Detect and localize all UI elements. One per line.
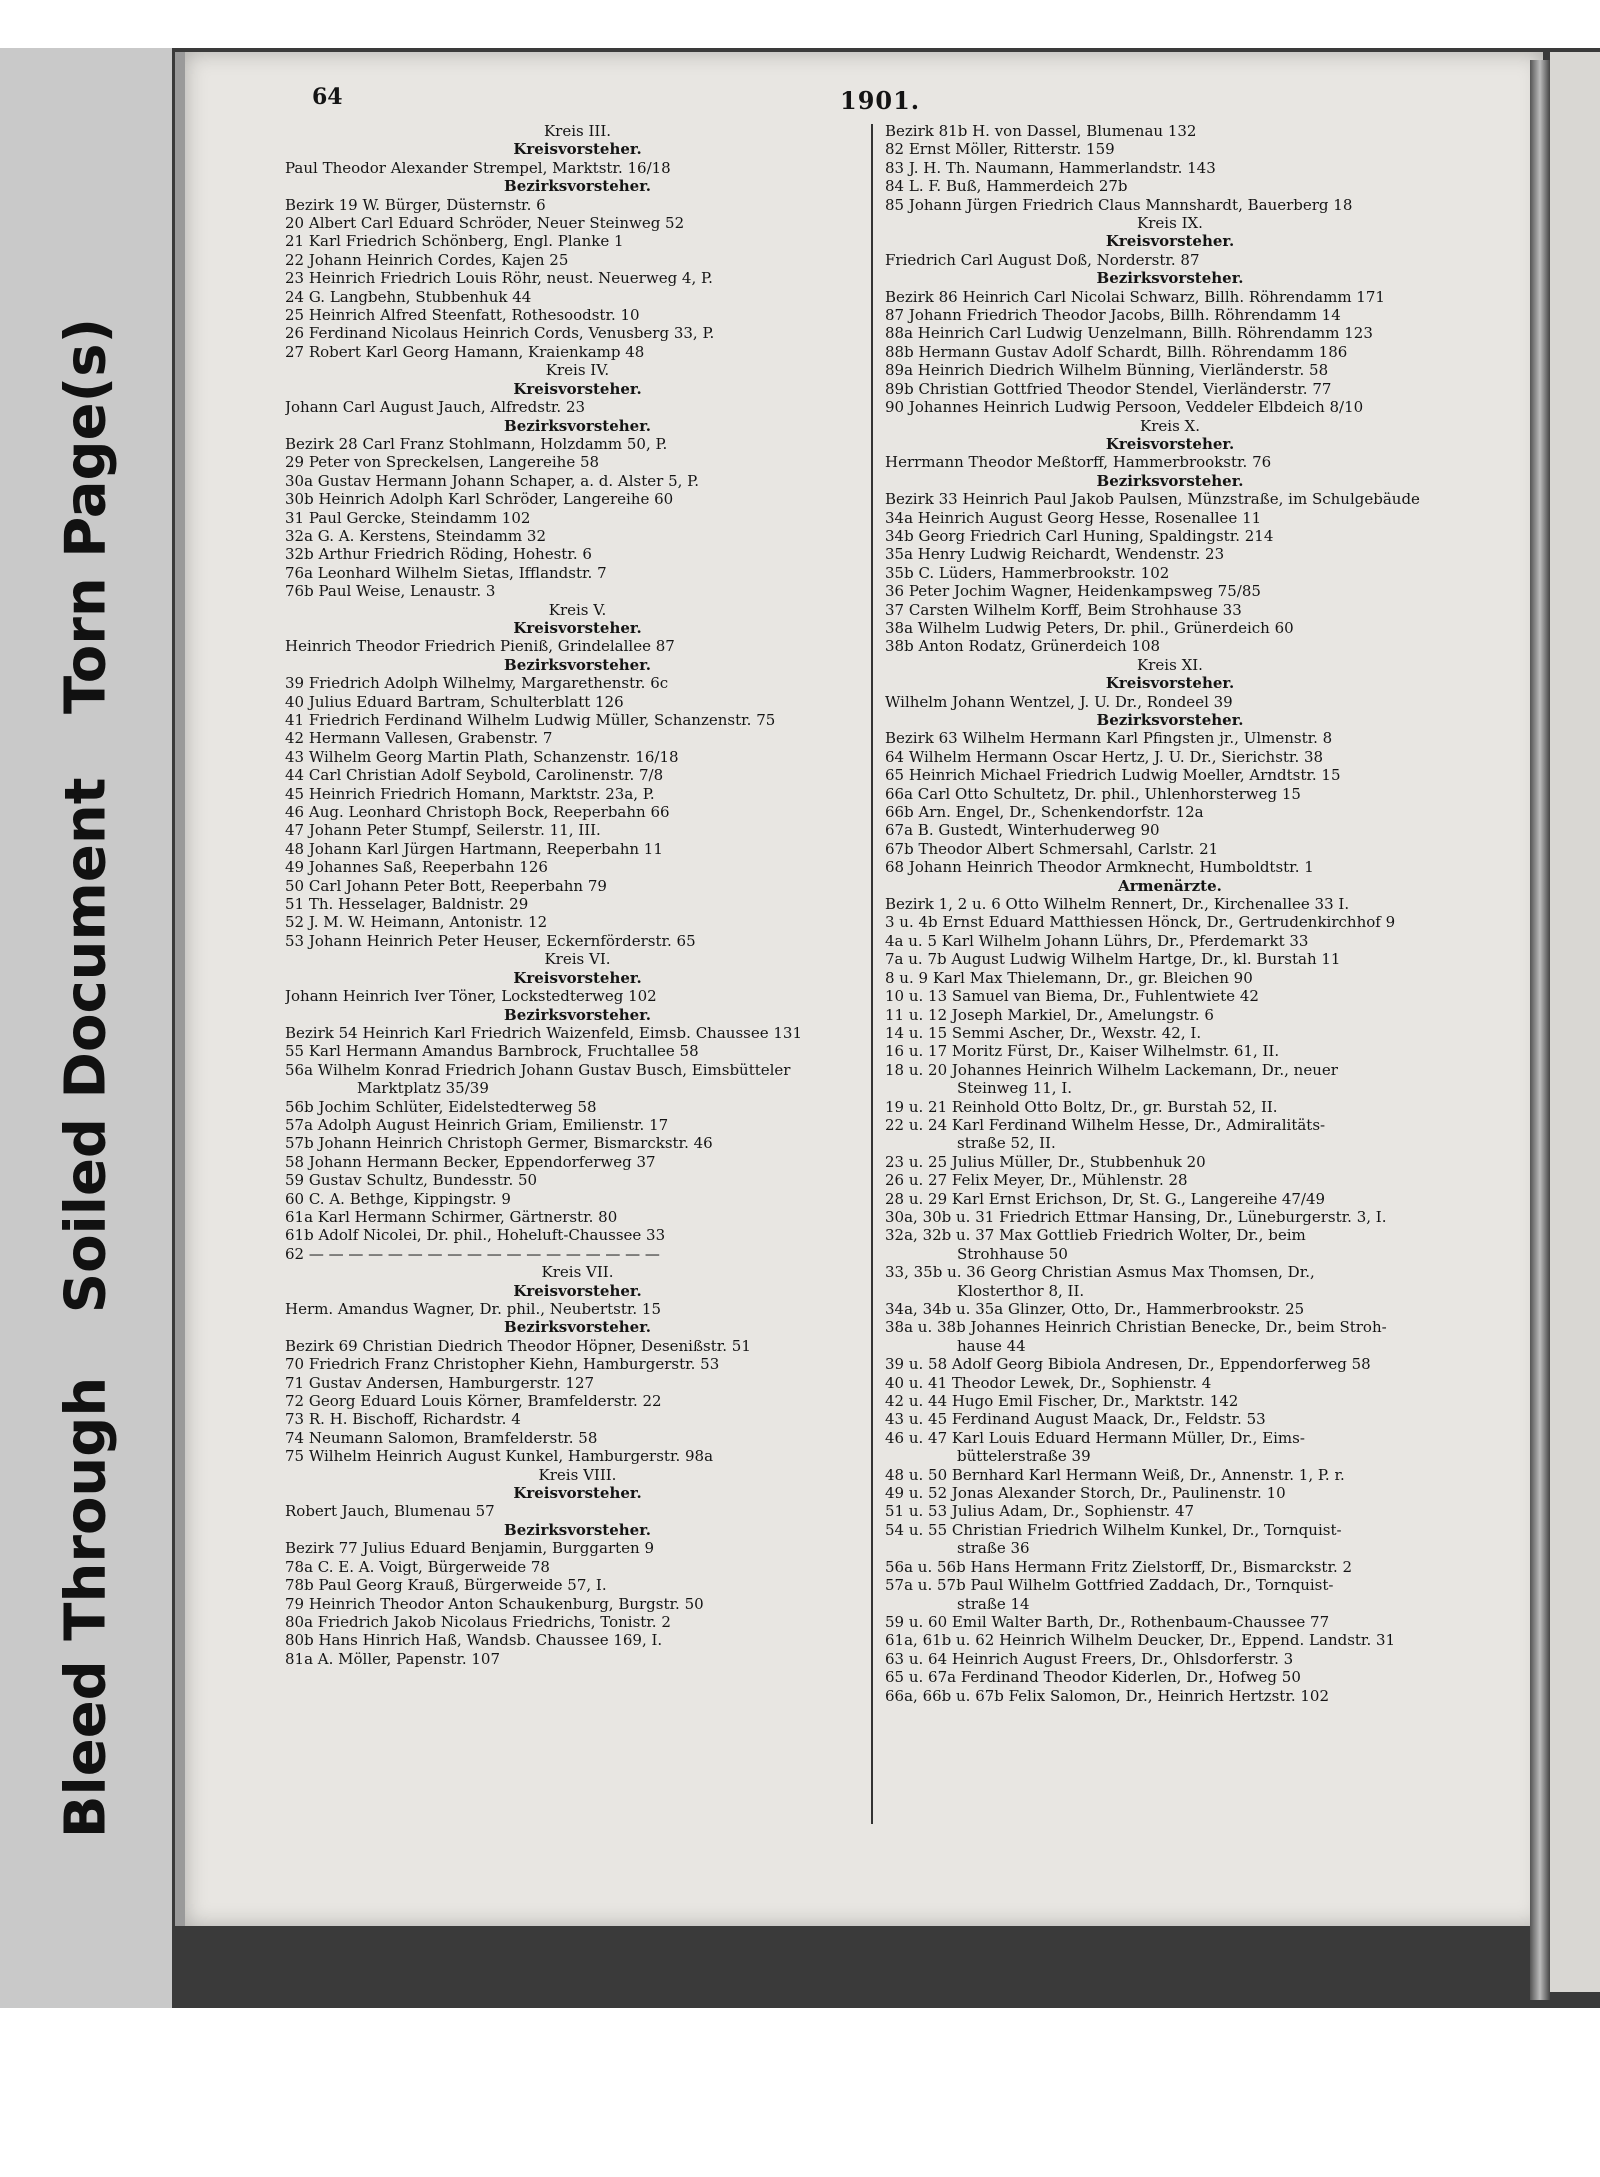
directory-entry: 38b Anton Rodatz, Grünerdeich 108 bbox=[885, 637, 1161, 656]
directory-entry: 24 G. Langbehn, Stubbenhuk 44 bbox=[285, 287, 532, 306]
directory-entry: Steinweg 11, I. bbox=[957, 1079, 1073, 1098]
directory-entry: Johann Carl August Jauch, Alfredstr. 23 bbox=[285, 398, 586, 417]
directory-entry: 14 u. 15 Semmi Ascher, Dr., Wexstr. 42, I. bbox=[885, 1023, 1202, 1042]
district-heading: Kreis III. bbox=[543, 122, 612, 140]
directory-entry: 46 Aug. Leonhard Christoph Bock, Reeperbahn 66 bbox=[285, 803, 670, 822]
section-heading: Kreisvorsteher. bbox=[513, 1484, 642, 1503]
section-heading: Bezirksvorsteher. bbox=[504, 416, 651, 435]
directory-entry: 47 Johann Peter Stumpf, Seilerstr. 11, III. bbox=[285, 821, 601, 840]
directory-entry: 70 Friedrich Franz Christopher Kiehn, Hamburgerstr. 53 bbox=[285, 1355, 720, 1374]
directory-entry: Bezirk 1, 2 u. 6 Otto Wilhelm Rennert, Dr., Kirchenallee 33 I. bbox=[885, 895, 1350, 914]
directory-entry: 51 Th. Hesselager, Baldnistr. 29 bbox=[285, 895, 529, 914]
directory-entry: 23 Heinrich Friedrich Louis Röhr, neust. Neuerweg 4, P. bbox=[285, 269, 713, 288]
directory-entry: Bezirk 28 Carl Franz Stohlmann, Holzdamm 50, P. bbox=[285, 434, 668, 453]
directory-entry: Robert Jauch, Blumenau 57 bbox=[285, 1502, 495, 1521]
directory-entry: 71 Gustav Andersen, Hamburgerstr. 127 bbox=[285, 1373, 595, 1392]
directory-entry: 19 u. 21 Reinhold Otto Boltz, Dr., gr. Burstah 52, II. bbox=[885, 1097, 1278, 1116]
section-heading: Kreisvorsteher. bbox=[513, 618, 642, 637]
directory-entry: 80b Hans Hinrich Haß, Wandsb. Chaussee 169, I. bbox=[285, 1631, 663, 1650]
directory-entry: Heinrich Theodor Friedrich Pieniß, Grindelallee 87 bbox=[285, 637, 675, 656]
directory-entry: 39 Friedrich Adolph Wilhelmy, Margarethenstr. 6c bbox=[285, 674, 669, 693]
directory-entry: 82 Ernst Möller, Ritterstr. 159 bbox=[885, 140, 1115, 159]
directory-entry: 76a Leonhard Wilhelm Sietas, Ifflandstr. 7 bbox=[285, 563, 607, 582]
section-heading: Bezirksvorsteher. bbox=[1096, 711, 1244, 729]
directory-entry: 39 u. 58 Adolf Georg Bibiola Andresen, Dr., Eppendorferweg 58 bbox=[885, 1355, 1371, 1374]
directory-entry: 56b Jochim Schlüter, Eidelstedterweg 58 bbox=[285, 1097, 597, 1116]
section-heading: Kreisvorsteher. bbox=[513, 379, 642, 398]
directory-entry: Bezirk 54 Heinrich Karl Friedrich Waizenfeld, Eimsb. Chaussee 131 bbox=[285, 1023, 802, 1042]
directory-entry: 3 u. 4b Ernst Eduard Matthiessen Hönck, Dr., Gertrudenkirchhof 9 bbox=[885, 913, 1396, 932]
directory-entry: straße 36 bbox=[957, 1539, 1030, 1558]
directory-entry: 43 u. 45 Ferdinand August Maack, Dr., Feldstr. 53 bbox=[885, 1410, 1266, 1429]
directory-entry: 84 L. F. Buß, Hammerdeich 27b bbox=[885, 177, 1128, 196]
district-heading: Kreis IX. bbox=[1137, 214, 1203, 233]
label-torn-pages: Torn Page(s) bbox=[53, 317, 119, 714]
directory-entry: 68 Johann Heinrich Theodor Armknecht, Humboldtstr. 1 bbox=[885, 858, 1314, 877]
directory-entry: Wilhelm Johann Wentzel, J. U. Dr., Rondeel 39 bbox=[885, 692, 1233, 711]
directory-entry: 61a Karl Hermann Schirmer, Gärtnerstr. 80 bbox=[285, 1207, 618, 1226]
label-soiled-document: Soiled Document bbox=[53, 777, 119, 1314]
column-divider bbox=[871, 124, 873, 1824]
directory-entry: 26 Ferdinand Nicolaus Heinrich Cords, Venusberg 33, P. bbox=[285, 324, 715, 343]
section-heading: Bezirksvorsteher. bbox=[1096, 471, 1244, 490]
directory-entry: 65 u. 67a Ferdinand Theodor Kiderlen, Dr., Hofweg 50 bbox=[885, 1668, 1301, 1687]
directory-entry: 57a u. 57b Paul Wilhelm Gottfried Zaddach, Dr., Tornquist- bbox=[885, 1576, 1334, 1595]
right-column bbox=[885, 122, 1455, 1705]
directory-entry: 62 — — — — — — — — — — — — — — — — — — bbox=[285, 1244, 660, 1263]
directory-entry: 61a, 61b u. 62 Heinrich Wilhelm Deucker, Dr., Eppend. Landstr. 31 bbox=[885, 1631, 1396, 1650]
directory-entry: Bezirk 77 Julius Eduard Benjamin, Burggarten 9 bbox=[285, 1539, 654, 1558]
directory-entry: Marktplatz 35/39 bbox=[357, 1079, 489, 1098]
directory-entry: Bezirk 33 Heinrich Paul Jakob Paulsen, Münzstraße, im Schulgebäude bbox=[885, 490, 1420, 509]
section-heading: Kreisvorsteher. bbox=[513, 140, 642, 159]
directory-entry: 21 Karl Friedrich Schönberg, Engl. Planke 1 bbox=[285, 232, 624, 251]
directory-entry: 78a C. E. A. Voigt, Bürgerweide 78 bbox=[285, 1557, 550, 1576]
section-heading: Armenärzte. bbox=[1118, 876, 1222, 895]
section-heading: Bezirksvorsteher. bbox=[1096, 269, 1244, 288]
section-heading: Bezirksvorsteher. bbox=[504, 655, 651, 674]
directory-entry: 67b Theodor Albert Schmersahl, Carlstr. 21 bbox=[885, 839, 1219, 858]
directory-entry: 35b C. Lüders, Hammerbrookstr. 102 bbox=[885, 563, 1170, 582]
district-heading: Kreis XI. bbox=[1137, 655, 1203, 674]
directory-entry: 74 Neumann Salomon, Bramfelderstr. 58 bbox=[285, 1428, 598, 1447]
section-heading: Bezirksvorsteher. bbox=[504, 1520, 651, 1539]
warning-strip bbox=[0, 48, 172, 2008]
section-heading: Bezirksvorsteher. bbox=[504, 1005, 651, 1024]
directory-entry: 42 u. 44 Hugo Emil Fischer, Dr., Marktstr. 142 bbox=[885, 1392, 1239, 1411]
directory-entry: Herrmann Theodor Meßtorff, Hammerbrookstr. 76 bbox=[885, 453, 1272, 472]
directory-entry: 16 u. 17 Moritz Fürst, Dr., Kaiser Wilhelmstr. 61, II. bbox=[885, 1042, 1280, 1061]
district-heading: Kreis IV. bbox=[545, 361, 610, 380]
directory-entry: 88b Hermann Gustav Adolf Schardt, Billh. Röhrendamm 186 bbox=[885, 342, 1348, 361]
page-year: 1901. bbox=[840, 86, 921, 115]
directory-entry: 65 Heinrich Michael Friedrich Ludwig Moeller, Arndtstr. 15 bbox=[885, 766, 1341, 785]
directory-entry: 44 Carl Christian Adolf Seybold, Carolinenstr. 7/8 bbox=[285, 766, 664, 785]
directory-entry: 29 Peter von Spreckelsen, Langereihe 58 bbox=[285, 453, 600, 472]
directory-entry: 45 Heinrich Friedrich Homann, Marktstr. 23a, P. bbox=[285, 784, 655, 803]
district-heading: Kreis VIII. bbox=[538, 1465, 617, 1484]
directory-entry: 40 Julius Eduard Bartram, Schulterblatt 126 bbox=[285, 692, 624, 711]
directory-entry: 56a u. 56b Hans Hermann Fritz Zielstorff, Dr., Bismarckstr. 2 bbox=[885, 1557, 1353, 1576]
directory-entry: büttelerstraße 39 bbox=[957, 1447, 1091, 1466]
warning-labels bbox=[54, 128, 119, 2028]
directory-entry: straße 52, II. bbox=[957, 1134, 1056, 1153]
directory-entry: Johann Heinrich Iver Töner, Lockstedterweg 102 bbox=[285, 987, 657, 1006]
directory-entry: 8 u. 9 Karl Max Thielemann, Dr., gr. Bleichen 90 bbox=[885, 968, 1253, 987]
directory-entry: 31 Paul Gercke, Steindamm 102 bbox=[285, 508, 531, 527]
directory-entry: 43 Wilhelm Georg Martin Plath, Schanzenstr. 16/18 bbox=[285, 747, 679, 766]
section-heading: Kreisvorsteher. bbox=[513, 1281, 642, 1300]
directory-entry: 73 R. H. Bischoff, Richardstr. 4 bbox=[285, 1410, 521, 1429]
directory-entry: hause 44 bbox=[957, 1336, 1026, 1355]
directory-entry: straße 14 bbox=[957, 1594, 1030, 1613]
label-bleed-through: Bleed Through bbox=[53, 1376, 119, 1839]
section-heading: Kreisvorsteher. bbox=[1105, 674, 1235, 693]
directory-entry: 76b Paul Weise, Lenaustr. 3 bbox=[285, 582, 496, 601]
directory-entry: 89a Heinrich Diedrich Wilhelm Bünning, Vierländerstr. 58 bbox=[885, 361, 1329, 380]
directory-entry: 34a, 34b u. 35a Glinzer, Otto, Dr., Hammerbrookstr. 25 bbox=[885, 1300, 1305, 1318]
directory-entry: Paul Theodor Alexander Strempel, Marktstr. 16/18 bbox=[285, 158, 671, 177]
directory-entry: 57b Johann Heinrich Christoph Germer, Bismarckstr. 46 bbox=[285, 1134, 713, 1153]
directory-entry: 61b Adolf Nicolei, Dr. phil., Hoheluft-Chaussee 33 bbox=[285, 1226, 666, 1245]
directory-entry: 49 Johannes Saß, Reeperbahn 126 bbox=[285, 858, 548, 877]
directory-entry: 87 Johann Friedrich Theodor Jacobs, Billh. Röhrendamm 14 bbox=[885, 306, 1341, 325]
directory-entry: 37 Carsten Wilhelm Korff, Beim Strohhause 33 bbox=[885, 600, 1242, 619]
directory-entry: 42 Hermann Vallesen, Grabenstr. 7 bbox=[285, 729, 553, 748]
directory-entry: 67a B. Gustedt, Winterhuderweg 90 bbox=[885, 821, 1160, 840]
directory-entry: 23 u. 25 Julius Müller, Dr., Stubbenhuk 20 bbox=[885, 1152, 1206, 1171]
directory-entry: 66a, 66b u. 67b Felix Salomon, Dr., Heinrich Hertzstr. 102 bbox=[885, 1686, 1330, 1705]
directory-entry: 57a Adolph August Heinrich Griam, Emilienstr. 17 bbox=[285, 1115, 669, 1134]
directory-entry: Strohhause 50 bbox=[957, 1244, 1068, 1263]
directory-entry: 20 Albert Carl Eduard Schröder, Neuer Steinweg 52 bbox=[285, 214, 685, 233]
directory-entry: 51 u. 53 Julius Adam, Dr., Sophienstr. 47 bbox=[885, 1502, 1195, 1521]
directory-entry: 83 J. H. Th. Naumann, Hammerlandstr. 143 bbox=[885, 158, 1216, 177]
directory-entry: 38a Wilhelm Ludwig Peters, Dr. phil., Grünerdeich 60 bbox=[885, 618, 1294, 637]
directory-entry: 32a G. A. Kerstens, Steindamm 32 bbox=[285, 526, 546, 545]
directory-entry: 22 u. 24 Karl Ferdinand Wilhelm Hesse, Dr., Admiralitäts- bbox=[885, 1115, 1326, 1134]
directory-entry: 59 u. 60 Emil Walter Barth, Dr., Rothenbaum-Chaussee 77 bbox=[885, 1612, 1330, 1631]
section-heading: Bezirksvorsteher. bbox=[504, 177, 651, 196]
directory-entry: Klosterthor 8, II. bbox=[957, 1281, 1085, 1300]
district-heading: Kreis VII. bbox=[541, 1263, 614, 1282]
directory-entry: 32a, 32b u. 37 Max Gottlieb Friedrich Wolter, Dr., beim bbox=[885, 1226, 1306, 1245]
directory-entry: 27 Robert Karl Georg Hamann, Kraienkamp 48 bbox=[285, 342, 645, 361]
directory-entry: 56a Wilhelm Konrad Friedrich Johann Gustav Busch, Eimsbütteler bbox=[285, 1060, 791, 1079]
book-gutter bbox=[1530, 60, 1550, 2000]
directory-entry: 35a Henry Ludwig Reichardt, Wendenstr. 23 bbox=[885, 545, 1225, 564]
directory-entry: 75 Wilhelm Heinrich August Kunkel, Hamburgerstr. 98a bbox=[285, 1447, 714, 1466]
facing-page-edge bbox=[1550, 52, 1600, 1992]
directory-entry: 72 Georg Eduard Louis Körner, Bramfelderstr. 22 bbox=[285, 1392, 662, 1411]
directory-entry: 66a Carl Otto Schultetz, Dr. phil., Uhlenhorsterweg 15 bbox=[885, 784, 1301, 803]
directory-entry: 79 Heinrich Theodor Anton Schaukenburg, Burgstr. 50 bbox=[285, 1594, 704, 1613]
directory-entry: 78b Paul Georg Krauß, Bürgerweide 57, I. bbox=[285, 1576, 607, 1595]
directory-entry: 46 u. 47 Karl Louis Eduard Hermann Müller, Dr., Eims- bbox=[885, 1428, 1305, 1447]
directory-entry: 58 Johann Hermann Becker, Eppendorferweg 37 bbox=[285, 1152, 656, 1171]
directory-entry: Bezirk 69 Christian Diedrich Theodor Höpner, Desenißstr. 51 bbox=[285, 1336, 751, 1355]
directory-entry: 63 u. 64 Heinrich August Freers, Dr., Ohlsdorferstr. 3 bbox=[885, 1649, 1294, 1668]
directory-entry: 41 Friedrich Ferdinand Wilhelm Ludwig Müller, Schanzenstr. 75 bbox=[285, 711, 776, 729]
directory-entry: Bezirk 86 Heinrich Carl Nicolai Schwarz, Billh. Röhrendamm 171 bbox=[885, 287, 1385, 306]
page-number: 64 bbox=[312, 84, 343, 110]
directory-entry: 34b Georg Friedrich Carl Huning, Spaldingstr. 214 bbox=[885, 526, 1274, 545]
directory-entry: 30a, 30b u. 31 Friedrich Ettmar Hansing, Dr., Lüneburgerstr. 3, I. bbox=[885, 1207, 1387, 1226]
directory-entry: 28 u. 29 Karl Ernst Erichson, Dr, St. G., Langereihe 47/49 bbox=[885, 1189, 1326, 1208]
directory-entry: 48 Johann Karl Jürgen Hartmann, Reeperbahn 11 bbox=[285, 839, 663, 858]
directory-entry: 10 u. 13 Samuel van Biema, Dr., Fuhlentwiete 42 bbox=[885, 987, 1259, 1006]
directory-entry: 26 u. 27 Felix Meyer, Dr., Mühlenstr. 28 bbox=[885, 1171, 1188, 1190]
directory-entry: 53 Johann Heinrich Peter Heuser, Eckernförderstr. 65 bbox=[285, 931, 696, 950]
directory-entry: 50 Carl Johann Peter Bott, Reeperbahn 79 bbox=[285, 876, 607, 895]
directory-entry: 30a Gustav Hermann Johann Schaper, a. d. Alster 5, P. bbox=[285, 471, 699, 490]
directory-entry: 54 u. 55 Christian Friedrich Wilhelm Kunkel, Dr., Tornquist- bbox=[885, 1520, 1342, 1539]
directory-entry: 81a A. Möller, Papenstr. 107 bbox=[285, 1649, 501, 1668]
district-heading: Kreis X. bbox=[1140, 416, 1200, 435]
directory-entry: 66b Arn. Engel, Dr., Schenkendorfstr. 12a bbox=[885, 803, 1204, 822]
directory-entry: 40 u. 41 Theodor Lewek, Dr., Sophienstr. 4 bbox=[885, 1373, 1212, 1392]
directory-entry: 7a u. 7b August Ludwig Wilhelm Hartge, Dr., kl. Burstah 11 bbox=[885, 950, 1341, 969]
directory-entry: 32b Arthur Friedrich Röding, Hohestr. 6 bbox=[285, 545, 592, 564]
directory-entry: 90 Johannes Heinrich Ludwig Persoon, Veddeler Elbdeich 8/10 bbox=[885, 398, 1364, 417]
directory-entry: 22 Johann Heinrich Cordes, Kajen 25 bbox=[285, 250, 569, 269]
directory-entry: 80a Friedrich Jakob Nicolaus Friedrichs, Tonistr. 2 bbox=[285, 1612, 671, 1631]
section-heading: Kreisvorsteher. bbox=[1105, 232, 1235, 251]
directory-entry: 59 Gustav Schultz, Bundesstr. 50 bbox=[285, 1171, 538, 1190]
directory-entry: 85 Johann Jürgen Friedrich Claus Mannshardt, Bauerberg 18 bbox=[885, 195, 1353, 214]
directory-entry: 60 C. A. Bethge, Kippingstr. 9 bbox=[285, 1189, 511, 1208]
directory-entry: 64 Wilhelm Hermann Oscar Hertz, J. U. Dr., Sierichstr. 38 bbox=[885, 747, 1324, 766]
directory-entry: Friedrich Carl August Doß, Norderstr. 87 bbox=[885, 250, 1200, 269]
left-column bbox=[285, 122, 870, 1668]
section-heading: Kreisvorsteher. bbox=[513, 968, 642, 987]
directory-entry: 48 u. 50 Bernhard Karl Hermann Weiß, Dr., Annenstr. 1, P. r. bbox=[885, 1465, 1345, 1484]
directory-entry: 11 u. 12 Joseph Markiel, Dr., Amelungstr. 6 bbox=[885, 1005, 1214, 1024]
district-heading: Kreis V. bbox=[548, 600, 607, 619]
directory-entry: 34a Heinrich August Georg Hesse, Rosenallee 11 bbox=[885, 508, 1262, 527]
directory-entry: Bezirk 19 W. Bürger, Düsternstr. 6 bbox=[285, 195, 546, 214]
directory-entry: 38a u. 38b Johannes Heinrich Christian Benecke, Dr., beim Stroh- bbox=[885, 1318, 1387, 1337]
section-heading: Bezirksvorsteher. bbox=[504, 1318, 651, 1337]
directory-entry: 49 u. 52 Jonas Alexander Storch, Dr., Paulinenstr. 10 bbox=[885, 1484, 1286, 1503]
directory-entry: 4a u. 5 Karl Wilhelm Johann Lührs, Dr., Pferdemarkt 33 bbox=[885, 931, 1309, 950]
directory-entry: Herm. Amandus Wagner, Dr. phil., Neubertstr. 15 bbox=[285, 1300, 661, 1318]
directory-entry: 18 u. 20 Johannes Heinrich Wilhelm Lackemann, Dr., neuer bbox=[885, 1060, 1338, 1079]
directory-entry: 33, 35b u. 36 Georg Christian Asmus Max Thomsen, Dr., bbox=[885, 1263, 1315, 1282]
directory-entry: 36 Peter Jochim Wagner, Heidenkampsweg 75/85 bbox=[885, 582, 1261, 601]
directory-entry: Bezirk 81b H. von Dassel, Blumenau 132 bbox=[885, 122, 1197, 140]
directory-entry: 88a Heinrich Carl Ludwig Uenzelmann, Billh. Röhrendamm 123 bbox=[885, 324, 1373, 343]
directory-entry: 55 Karl Hermann Amandus Barnbrock, Fruchtallee 58 bbox=[285, 1042, 699, 1061]
district-heading: Kreis VI. bbox=[544, 950, 611, 969]
directory-entry: Bezirk 63 Wilhelm Hermann Karl Pfingsten jr., Ulmenstr. 8 bbox=[885, 729, 1333, 748]
directory-entry: 30b Heinrich Adolph Karl Schröder, Langereihe 60 bbox=[285, 490, 674, 509]
directory-entry: 89b Christian Gottfried Theodor Stendel, Vierländerstr. 77 bbox=[885, 379, 1332, 398]
directory-entry: 25 Heinrich Alfred Steenfatt, Rothesoodstr. 10 bbox=[285, 306, 640, 325]
directory-entry: 52 J. M. W. Heimann, Antonistr. 12 bbox=[285, 913, 548, 932]
section-heading: Kreisvorsteher. bbox=[1105, 434, 1235, 453]
